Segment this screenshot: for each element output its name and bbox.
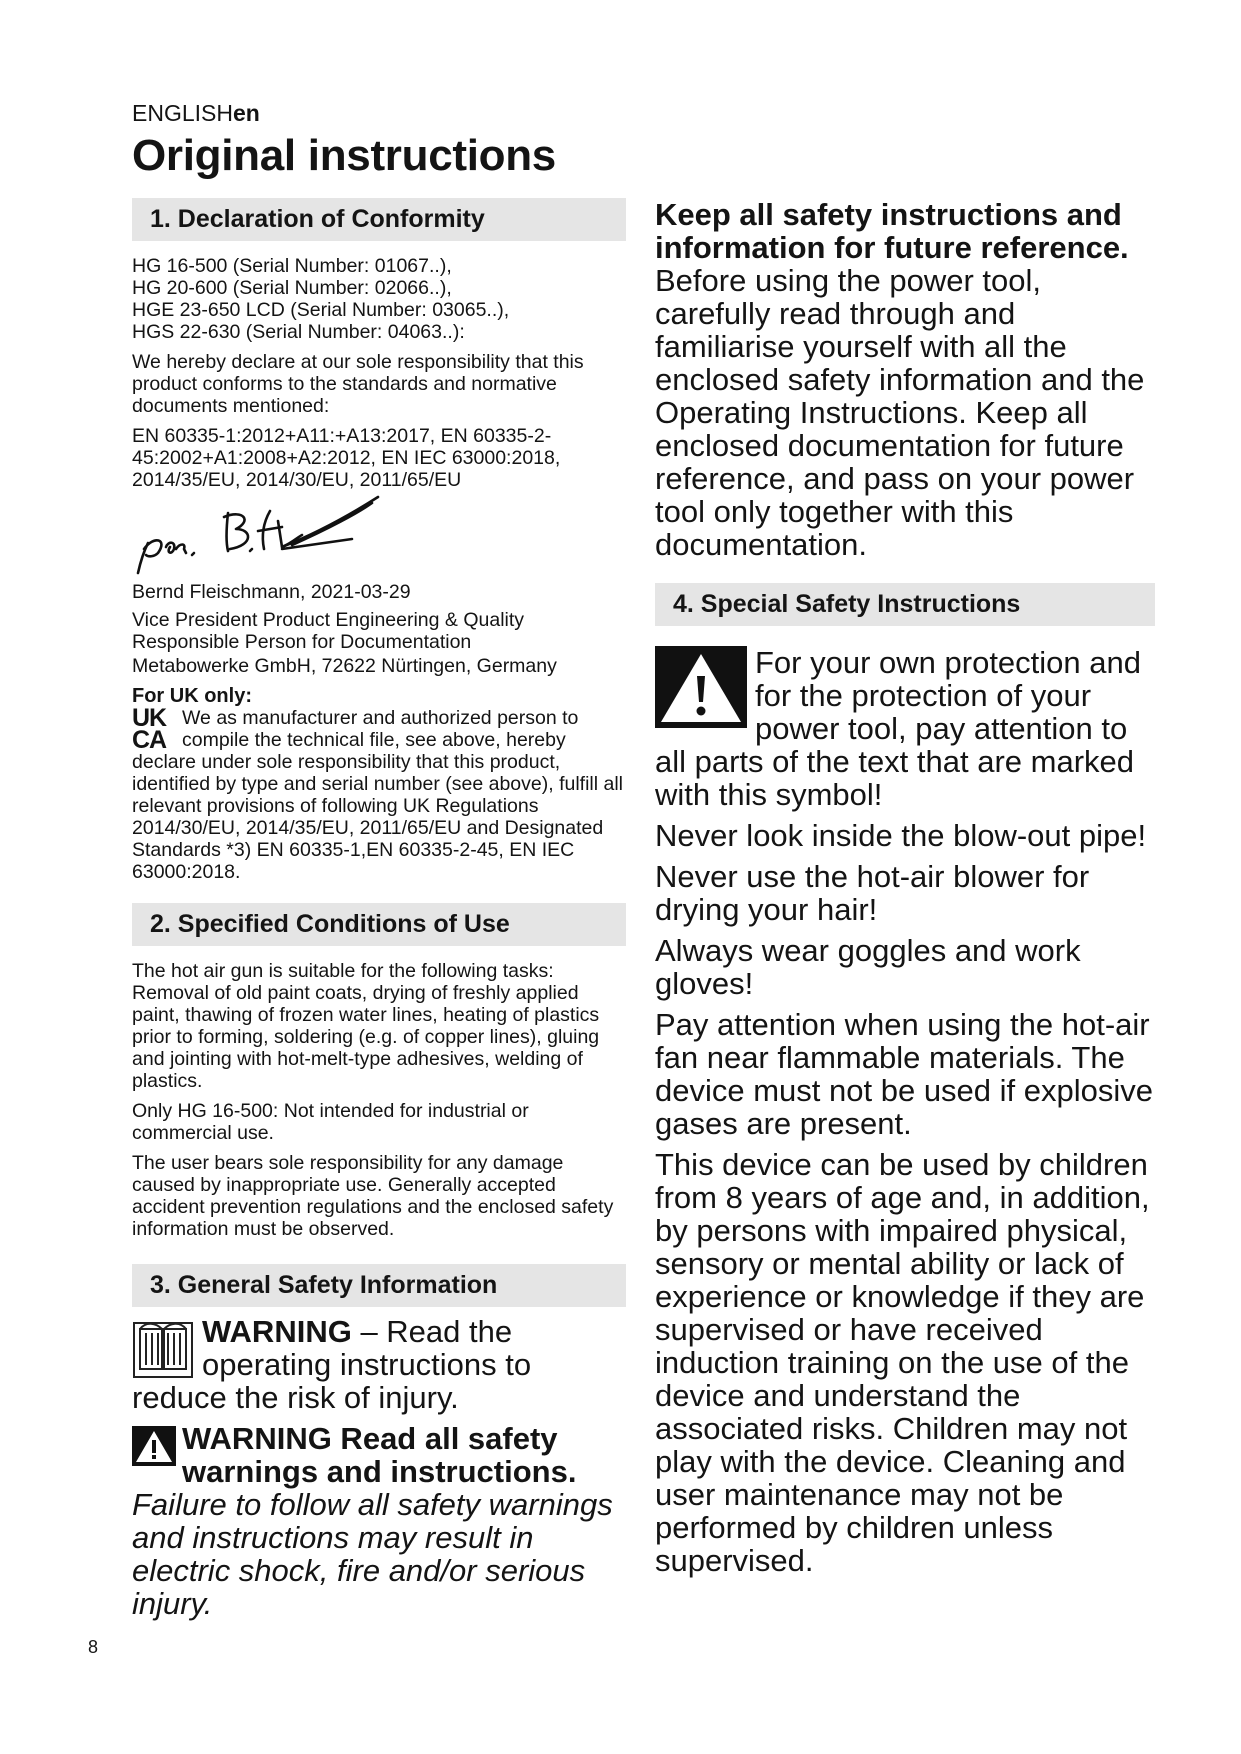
standards-text: EN 60335-1:2012+A11:+A13:2017, EN 60335-2-45:2002+A1:2008+A2:2012, EN IEC 63000:2018, 2014/35/EU, 2014/30/EU, 2011/65/EU <box>132 425 561 491</box>
attention-symbol-note <box>655 646 1155 811</box>
section-heading-general-safety: 3. General Safety Information <box>132 1264 626 1307</box>
section-heading-declaration: 1. Declaration of Conformity <box>132 198 626 241</box>
signature <box>132 491 626 581</box>
right-column <box>655 198 1155 1577</box>
warning-read-manual <box>132 1315 626 1414</box>
language-label: ENGLISHen <box>132 100 260 126</box>
ukca-mark-icon: UK CA <box>132 704 167 754</box>
uk-declaration-text: We as manufacturer and authorized person to compile the technical file, see above, hereby declare under sole responsibility that this product, identified by type and serial number (see above), fulfill all relevant provisions of following UK Regulations 2014/30/EU, 2014/35/EU, 2011/65/EU and Designated Standards *3) EN 60335-1,EN 60335-2-45, EN IEC 63000:2018. <box>132 707 624 883</box>
manual-book-icon <box>132 1317 194 1381</box>
safety-paragraph: Never look inside the blow-out pipe! <box>655 818 1147 853</box>
safety-paragraph: This device can be used by children from 8 years of age and, in addition, by persons with impaired physical, sensory or mental ability or lack of experience or knowledge if they are supervised or have received induction training on the use of the device and understand the associated risks. Children may not play with the device. Cleaning and user maintenance may not be performed by children unless supervised. <box>655 1147 1150 1578</box>
conditions-paragraph: Only HG 16-500: Not intended for industrial or commercial use. <box>132 1100 529 1144</box>
keep-instructions-text: Before using the power tool, carefully read through and familiarise yourself with all the enclosed safety information and the Operating Instructions. Keep all enclosed documentation for future reference, and pass on your power tool only together with this documentation. <box>655 263 1145 562</box>
warning-triangle-icon <box>132 1426 176 1466</box>
model-line: HG 16-500 (Serial Number: 01067..), <box>132 255 452 277</box>
model-line: HG 20-600 (Serial Number: 02066..), <box>132 277 452 299</box>
keep-instructions-heading: Keep all safety instructions and information for future reference. <box>655 197 1129 265</box>
conditions-paragraph: The hot air gun is suitable for the following tasks: Removal of old paint coats, drying of freshly applied paint, thawing of frozen water lines, heating of plastics prior to forming, soldering (e.g. of copper lines), gluing and jointing with hot-melt-type adhesives, welding of plastics. <box>132 960 600 1092</box>
model-line: HGS 22-630 (Serial Number: 04063..): <box>132 321 465 343</box>
section-heading-special-safety: 4. Special Safety Instructions <box>655 583 1155 626</box>
safety-paragraph: Never use the hot-air blower for drying your hair! <box>655 859 1090 927</box>
page-title: Original instructions <box>132 131 556 180</box>
safety-paragraph: Pay attention when using the hot-air fan near flammable materials. The device must not be used if explosive gases are present. <box>655 1007 1153 1141</box>
model-line: HGE 23-650 LCD (Serial Number: 03065..), <box>132 299 510 321</box>
company-address: Metabowerke GmbH, 72622 Nürtingen, Germany <box>132 655 557 677</box>
warning-read-text: WARNING – Read the operating instructions to reduce the risk of injury. <box>132 1314 532 1415</box>
warning-triangle-icon <box>655 646 747 728</box>
uk-declaration <box>132 704 626 883</box>
uk-heading: For UK only: <box>132 685 252 707</box>
symbol-explanation: For your own protection and for the protection of your power tool, pay attention to all parts of the text that are marked with this symbol! <box>655 645 1141 812</box>
model-list <box>132 255 626 343</box>
signatory-name: Bernd Fleischmann, 2021-03-29 <box>132 581 411 603</box>
page-number: 8 <box>88 1637 99 1657</box>
position-line: Vice President Product Engineering & Quality <box>132 609 525 631</box>
section-heading-conditions: 2. Specified Conditions of Use <box>132 903 626 946</box>
left-column <box>132 98 626 1620</box>
signature-image <box>132 491 392 581</box>
warning-safety-heading: WARNING Read all safety warnings and instructions. <box>182 1421 577 1489</box>
warning-safety <box>132 1422 626 1620</box>
warning-safety-consequence: Failure to follow all safety warnings and instructions may result in electric shock, fire and/or serious injury. <box>132 1487 613 1621</box>
conditions-paragraph: The user bears sole responsibility for any damage caused by inappropriate use. Generally accepted accident prevention regulations and the enclosed safety information must be observed. <box>132 1152 614 1240</box>
declaration-text: We hereby declare at our sole responsibility that this product conforms to the standards and normative documents mentioned: <box>132 351 584 417</box>
position-line: Responsible Person for Documentation <box>132 631 472 653</box>
safety-paragraph: Always wear goggles and work gloves! <box>655 933 1081 1001</box>
